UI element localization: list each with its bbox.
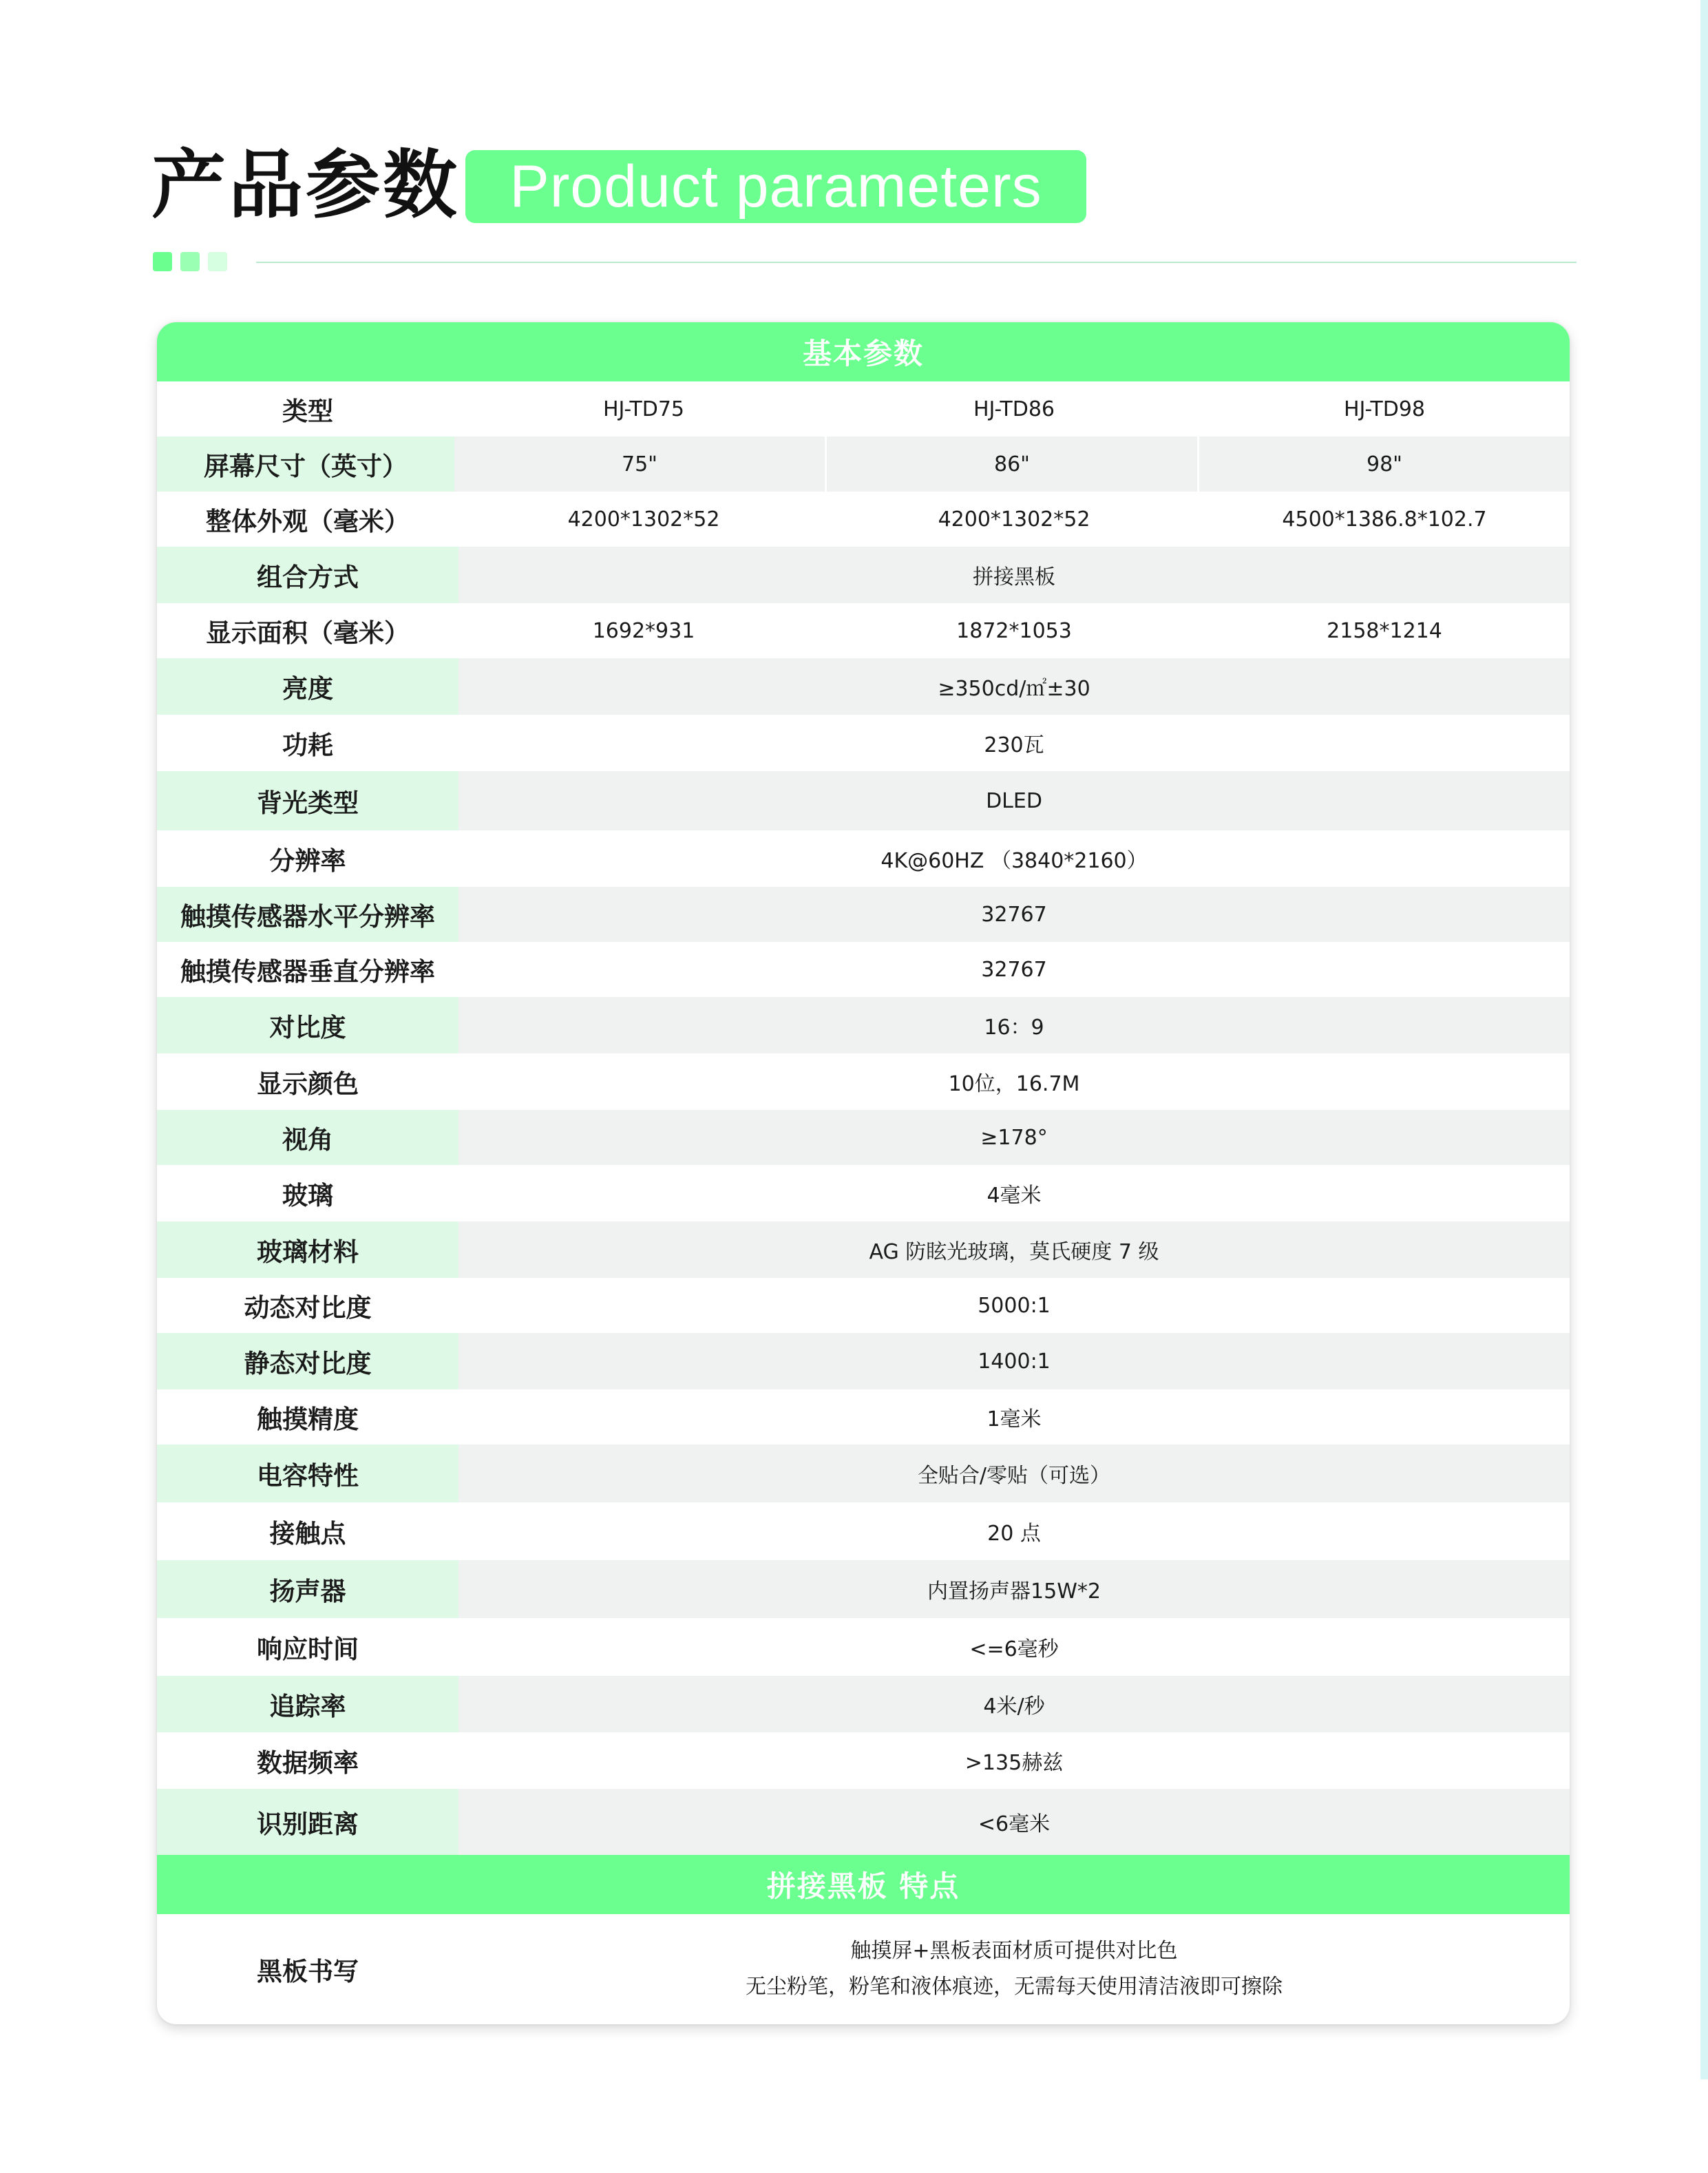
table-row [157, 830, 1570, 887]
row-label: 分辨率 [269, 846, 346, 876]
table-row [157, 1789, 1570, 1855]
row-label: 静态对比度 [157, 1333, 458, 1389]
row-label: 对比度 [157, 997, 458, 1053]
model-cell: HJ-TD75 [602, 397, 684, 421]
model-cell: HJ-TD98 [1343, 397, 1425, 421]
page-edge-strip [1700, 0, 1708, 2079]
dot-icon [208, 252, 227, 271]
feature-line: 触摸屏+黑板表面材质可提供对比色 [850, 1939, 1178, 1963]
row-value: <=6毫秒 [969, 1637, 1059, 1661]
row-label: 触摸传感器垂直分辨率 [180, 957, 435, 987]
row-label: 视角 [157, 1110, 458, 1165]
row-value: 内置扬声器15W*2 [458, 1560, 1570, 1618]
row-label: 类型 [282, 397, 333, 426]
row-value: 5000:1 [978, 1293, 1051, 1318]
row-label: 触摸精度 [257, 1405, 359, 1434]
row-value: 4毫米 [987, 1184, 1042, 1208]
dot-icon [153, 252, 172, 271]
table-row-combination [157, 547, 1570, 603]
row-label: 触摸传感器水平分辨率 [157, 887, 458, 942]
row-values [458, 381, 1570, 437]
table-row [157, 1053, 1570, 1110]
row-label: 组合方式 [157, 547, 458, 603]
row-label: 数据频率 [257, 1748, 359, 1778]
table-row [157, 1502, 1570, 1560]
table-row-dimensions [157, 492, 1570, 547]
row-label: 屏幕尺寸（英寸） [157, 437, 454, 492]
value-cell: 1692*931 [592, 618, 695, 643]
row-value: <6毫米 [458, 1789, 1570, 1855]
row-value: DLED [458, 771, 1570, 830]
row-value: 10位，16.7M [948, 1072, 1080, 1096]
divider [256, 262, 1577, 263]
row-value: 230瓦 [984, 733, 1044, 757]
row-value: 1毫米 [987, 1407, 1042, 1431]
value-cell: 75" [454, 437, 825, 492]
row-label: 显示面积（毫米） [206, 618, 410, 648]
value-cell: 1872*1053 [956, 618, 1072, 643]
table-row [157, 1560, 1570, 1618]
table-row [157, 887, 1570, 942]
row-label: 显示颜色 [257, 1069, 359, 1099]
table-row-size [157, 437, 1570, 492]
value-cell: 4500*1386.8*102.7 [1282, 507, 1487, 532]
value-cell: 86" [825, 437, 1197, 492]
table-row [157, 1110, 1570, 1165]
row-value: 全贴合/零贴（可选） [458, 1445, 1570, 1502]
row-label: 响应时间 [257, 1635, 359, 1664]
table-row [157, 1221, 1570, 1278]
page-title-english: Product parameters [509, 153, 1042, 220]
row-value: 32767 [981, 957, 1047, 982]
table-row [157, 1278, 1570, 1333]
value-cell: 4200*1302*52 [567, 507, 720, 532]
table-row [157, 658, 1570, 715]
table-row [157, 1165, 1570, 1221]
row-label: 接触点 [269, 1519, 346, 1549]
table-row [157, 1732, 1570, 1789]
row-values [454, 437, 1570, 492]
spec-card [157, 322, 1570, 2024]
table-row [157, 715, 1570, 771]
table-row [157, 1618, 1570, 1676]
value-cell: 2158*1214 [1327, 618, 1442, 643]
table-row [157, 1333, 1570, 1389]
feature-line: 无尘粉笔，粉笔和液体痕迹，无需每天使用清洁液即可擦除 [746, 1975, 1283, 1999]
row-value: ≥350cd/㎡±30 [458, 658, 1570, 715]
row-label: 黑板书写 [257, 1957, 359, 1986]
row-label: 扬声器 [157, 1560, 458, 1618]
table-row [157, 1389, 1570, 1445]
row-value: AG 防眩光玻璃，莫氏硬度 7 级 [458, 1221, 1570, 1278]
row-value: 拼接黑板 [458, 547, 1570, 603]
row-label: 功耗 [282, 731, 333, 760]
table-row-model [157, 381, 1570, 437]
row-label: 动态对比度 [244, 1293, 372, 1323]
row-label: 整体外观（毫米） [206, 507, 410, 536]
row-value [458, 1914, 1570, 2024]
row-label: 玻璃材料 [157, 1221, 458, 1278]
row-value: 32767 [458, 887, 1570, 942]
row-value: ≥178° [458, 1110, 1570, 1165]
row-label: 电容特性 [157, 1445, 458, 1502]
row-label: 背光类型 [157, 771, 458, 830]
dot-icon [180, 252, 200, 271]
title-badge [465, 150, 1086, 223]
row-value: 20 点 [987, 1522, 1041, 1546]
features-header: 拼接黑板 特点 [157, 1855, 1570, 1914]
row-label: 追踪率 [157, 1676, 458, 1732]
value-cell: 4200*1302*52 [938, 507, 1090, 532]
row-label: 亮度 [157, 658, 458, 715]
row-label: 识别距离 [157, 1789, 458, 1855]
model-cell: HJ-TD86 [973, 397, 1055, 421]
row-values [458, 492, 1570, 547]
row-value: 4K@60HZ （3840*2160） [881, 849, 1148, 873]
row-value: 4米/秒 [458, 1676, 1570, 1732]
value-cell: 98" [1197, 437, 1570, 492]
table-row [157, 997, 1570, 1053]
table-row [157, 1676, 1570, 1732]
table-row [157, 942, 1570, 997]
row-value: 1400:1 [458, 1333, 1570, 1389]
table-row-display-area [157, 603, 1570, 658]
decorative-dots [153, 252, 227, 271]
table-row-features [157, 1914, 1570, 2024]
table-row [157, 771, 1570, 830]
row-value: >135赫兹 [964, 1751, 1064, 1775]
row-values [458, 603, 1570, 658]
page-title: 产品参数 [151, 143, 461, 229]
row-label: 玻璃 [282, 1181, 333, 1210]
row-value: 16：9 [458, 997, 1570, 1053]
spec-table-header: 基本参数 [157, 322, 1570, 381]
table-row [157, 1445, 1570, 1502]
